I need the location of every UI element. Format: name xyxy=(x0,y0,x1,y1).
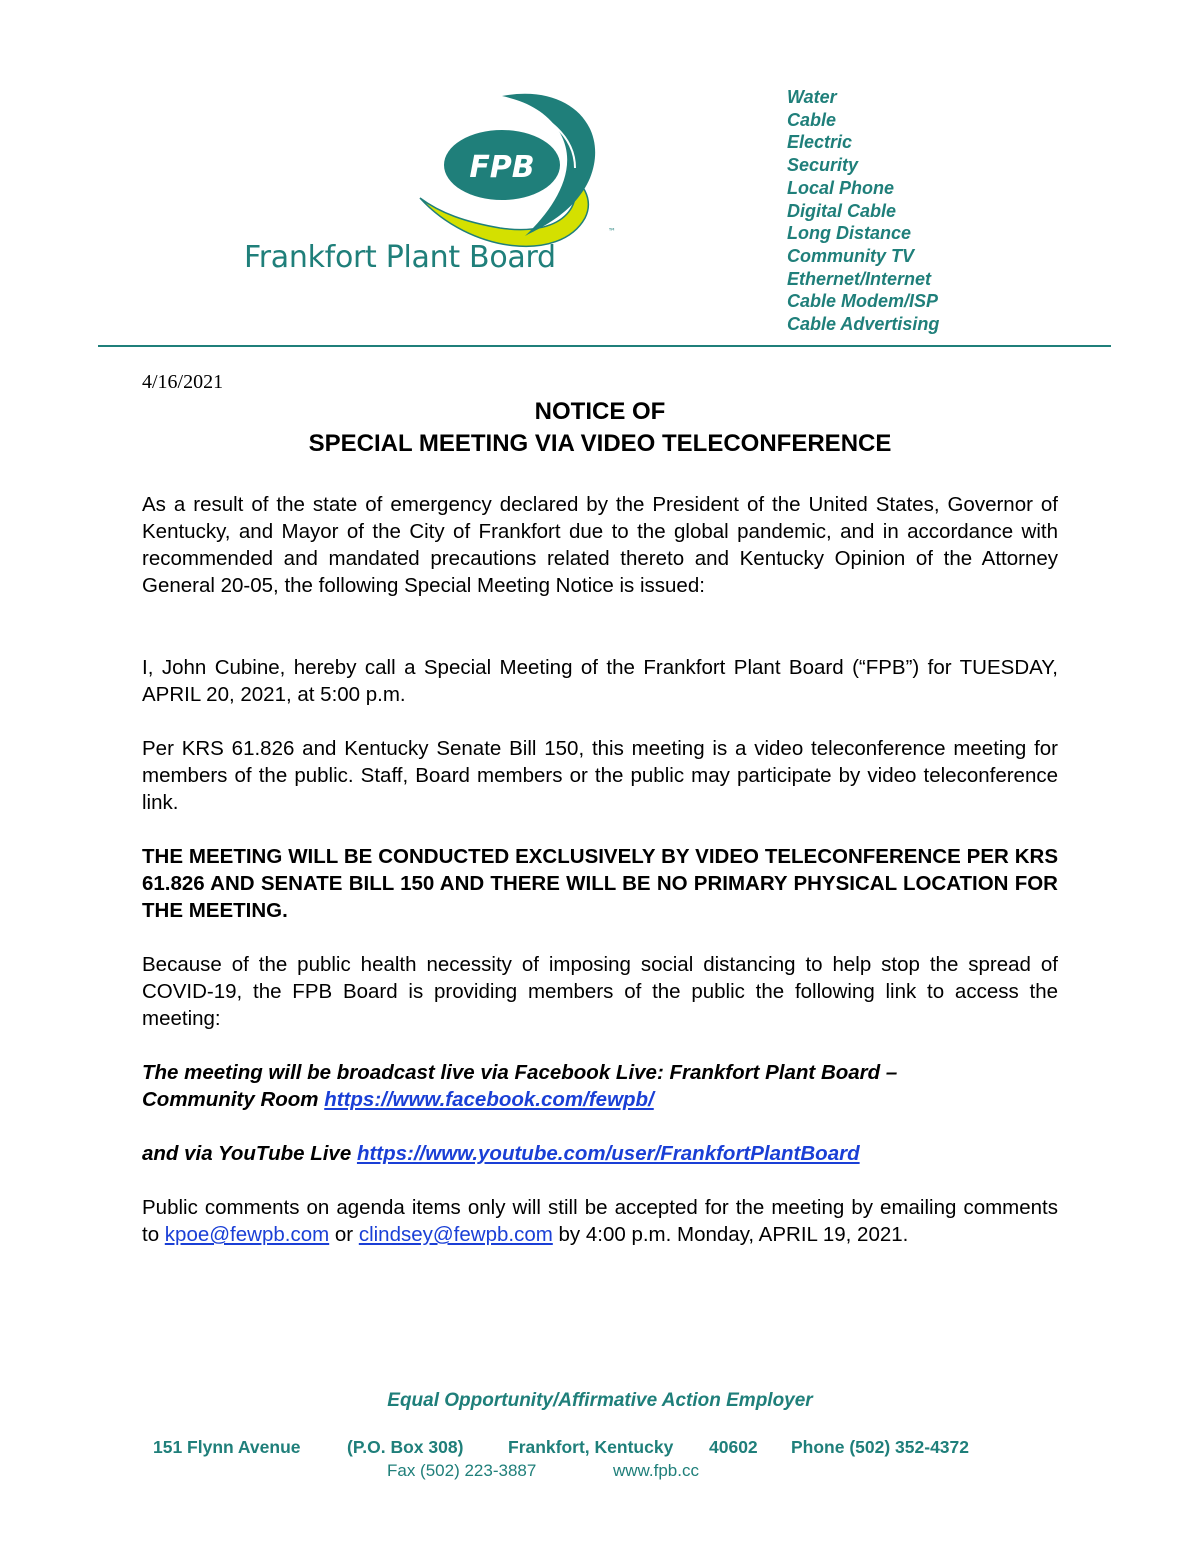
facebook-prefix: Community Room xyxy=(142,1088,325,1111)
document-date: 4/16/2021 xyxy=(142,371,224,393)
emergency-paragraph: As a result of the state of emergency declared by the President of the United States, Governor of Kentucky, and Mayor of the City of Frankfort due to the global pandemic, and in accordance with recommended and mandated precautions related thereto and Kentucky Opinion of the Attorney General 20-05, the following Special Meeting Notice is issued: xyxy=(142,493,1058,597)
comments-text: Public comments on agenda items only will still be accepted for the meeting by emailing comments to xyxy=(142,1196,1058,1246)
title-line-2: SPECIAL MEETING VIA VIDEO TELECONFERENCE xyxy=(308,430,892,457)
service-item: Electric xyxy=(787,132,853,153)
service-item: Ethernet/Internet xyxy=(787,268,932,289)
po-box: (P.O. Box 308) xyxy=(347,1437,464,1457)
service-item: Cable Advertising xyxy=(787,314,940,335)
email-link-clindsey[interactable]: clindsey@fewpb.com xyxy=(358,1223,553,1246)
service-item: Security xyxy=(787,155,859,176)
title-line-1: NOTICE OF xyxy=(534,398,666,425)
service-item: Cable Modem/ISP xyxy=(787,291,939,312)
facebook-link[interactable]: https://www.facebook.com/fewpb/ xyxy=(324,1088,654,1111)
service-item: Long Distance xyxy=(787,223,912,244)
logo-initials: FPB xyxy=(469,150,535,185)
fax-number: Fax (502) 223-3887 xyxy=(387,1461,537,1480)
meeting-call-paragraph: I, John Cubine, hereby call a Special Meeting of the Frankfort Plant Board (“FPB”) for TUESDAY, APRIL 20, 2021, at 5:00 p.m. xyxy=(142,656,1058,706)
public-comments-paragraph xyxy=(142,1194,1058,1248)
facebook-line: The meeting will be broadcast live via Facebook Live: Frankfort Plant Board – xyxy=(142,1061,898,1084)
youtube-paragraph xyxy=(142,1140,1058,1167)
youtube-link[interactable]: https://www.youtube.com/user/FrankfortPlantBoard xyxy=(356,1142,860,1165)
street-address: 151 Flynn Avenue xyxy=(153,1437,301,1457)
comments-or: or xyxy=(329,1223,359,1246)
website: www.fpb.cc xyxy=(613,1461,699,1480)
org-name: Frankfort Plant Board xyxy=(244,240,556,275)
comments-deadline: by 4:00 p.m. Monday, APRIL 19, 2021. xyxy=(552,1223,909,1246)
footer-contact-line xyxy=(0,1461,1200,1483)
zip-code: 40602 xyxy=(709,1437,758,1457)
service-item: Digital Cable xyxy=(787,200,897,221)
email-link-kpoe[interactable]: kpoe@fewpb.com xyxy=(164,1223,330,1246)
service-item: Cable xyxy=(787,109,837,130)
document-title xyxy=(0,396,1200,460)
service-item: Water xyxy=(787,87,837,107)
services-list xyxy=(787,86,939,336)
footer-address-line xyxy=(0,1437,1200,1461)
facebook-link-line xyxy=(142,1086,1058,1113)
eoe-statement: Equal Opportunity/Affirmative Action Employer xyxy=(387,1390,813,1411)
phone-number: Phone (502) 352-4372 xyxy=(791,1437,970,1457)
city-state: Frankfort, Kentucky xyxy=(508,1437,674,1457)
facebook-paragraph xyxy=(142,1059,1058,1113)
youtube-prefix: and via YouTube Live xyxy=(142,1142,357,1165)
teleconference-paragraph: Per KRS 61.826 and Kentucky Senate Bill 150, this meeting is a video teleconference meeting for members of the public. Staff, Board members or the public may participate by video teleconference link. xyxy=(142,737,1058,814)
header-divider xyxy=(98,345,1111,347)
exclusive-notice-paragraph: THE MEETING WILL BE CONDUCTED EXCLUSIVELY BY VIDEO TELECONFERENCE PER KRS 61.826 AND SENATE BILL 150 AND THERE WILL BE NO PRIMARY PHYSICAL LOCATION FOR THE MEETING. xyxy=(142,845,1058,922)
service-item: Community TV xyxy=(787,245,915,266)
service-item: Local Phone xyxy=(787,177,895,198)
access-paragraph: Because of the public health necessity of imposing social distancing to help stop the spread of COVID-19, the FPB Board is providing members of the public the following link to access the meeting: xyxy=(142,953,1058,1030)
trademark-symbol: ™ xyxy=(608,227,616,236)
